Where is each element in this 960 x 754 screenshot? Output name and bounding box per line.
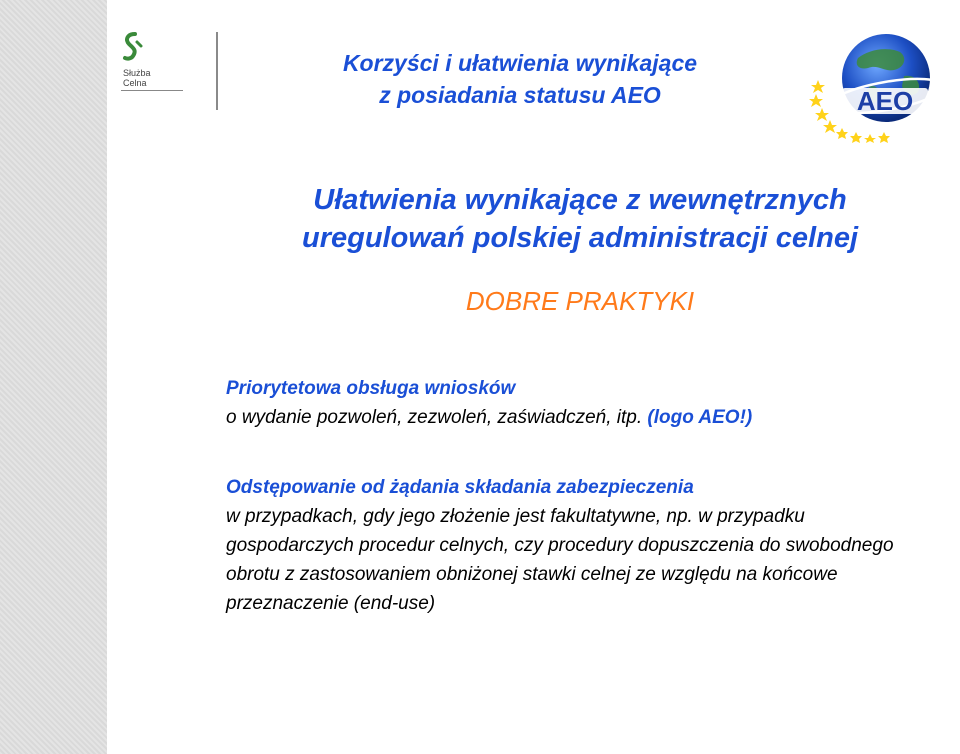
- header-divider: [216, 32, 218, 110]
- side-stripe-decoration: [0, 0, 107, 754]
- page-title-line2: z posiadania statusu AEO: [379, 82, 661, 108]
- benefit-item-guarantee: [226, 473, 926, 618]
- page-title: [230, 47, 810, 111]
- good-practices-heading: DOBRE PRAKTYKI: [465, 286, 695, 316]
- logo-underline: [121, 90, 183, 91]
- subtitle-line1: Ułatwienia wynikające z wewnętrznych: [313, 184, 847, 216]
- benefit-heading: Priorytetowa obsługa wniosków: [226, 378, 516, 399]
- sluzba-celna-wordmark: [123, 68, 151, 88]
- benefit-heading: Odstępowanie od żądania składania zabezpieczenia: [226, 477, 694, 498]
- aeo-logo-text: AEO: [856, 86, 914, 116]
- benefit-item-priority: [226, 374, 926, 432]
- section-subtitle: [230, 181, 930, 257]
- brand-name-line1: Służba: [123, 68, 151, 78]
- benefit-body: w przypadkach, gdy jego złożenie jest fakultatywne, np. w przypadku gospodarczych procedur celnych, czy procedury dopuszczenia do swobodnego obrotu z zastosowaniem obniżonej stawki celnej ze względu na końcowe przeznaczenie (end-use): [226, 506, 894, 614]
- sluzba-celna-mark-icon: [121, 32, 145, 66]
- benefit-highlight: (logo AEO!): [647, 407, 753, 428]
- brand-name-line2: Celna: [123, 78, 147, 88]
- benefit-body: [226, 403, 926, 432]
- subtitle-line2: uregulowań polskiej administracji celnej: [302, 222, 858, 254]
- aeo-globe-logo: [808, 28, 948, 143]
- benefit-body-text: o wydanie pozwoleń, zezwoleń, zaświadczeń, itp.: [226, 407, 643, 428]
- sluzba-celna-logo: [121, 32, 185, 96]
- page-title-line1: Korzyści i ułatwienia wynikające: [342, 50, 698, 76]
